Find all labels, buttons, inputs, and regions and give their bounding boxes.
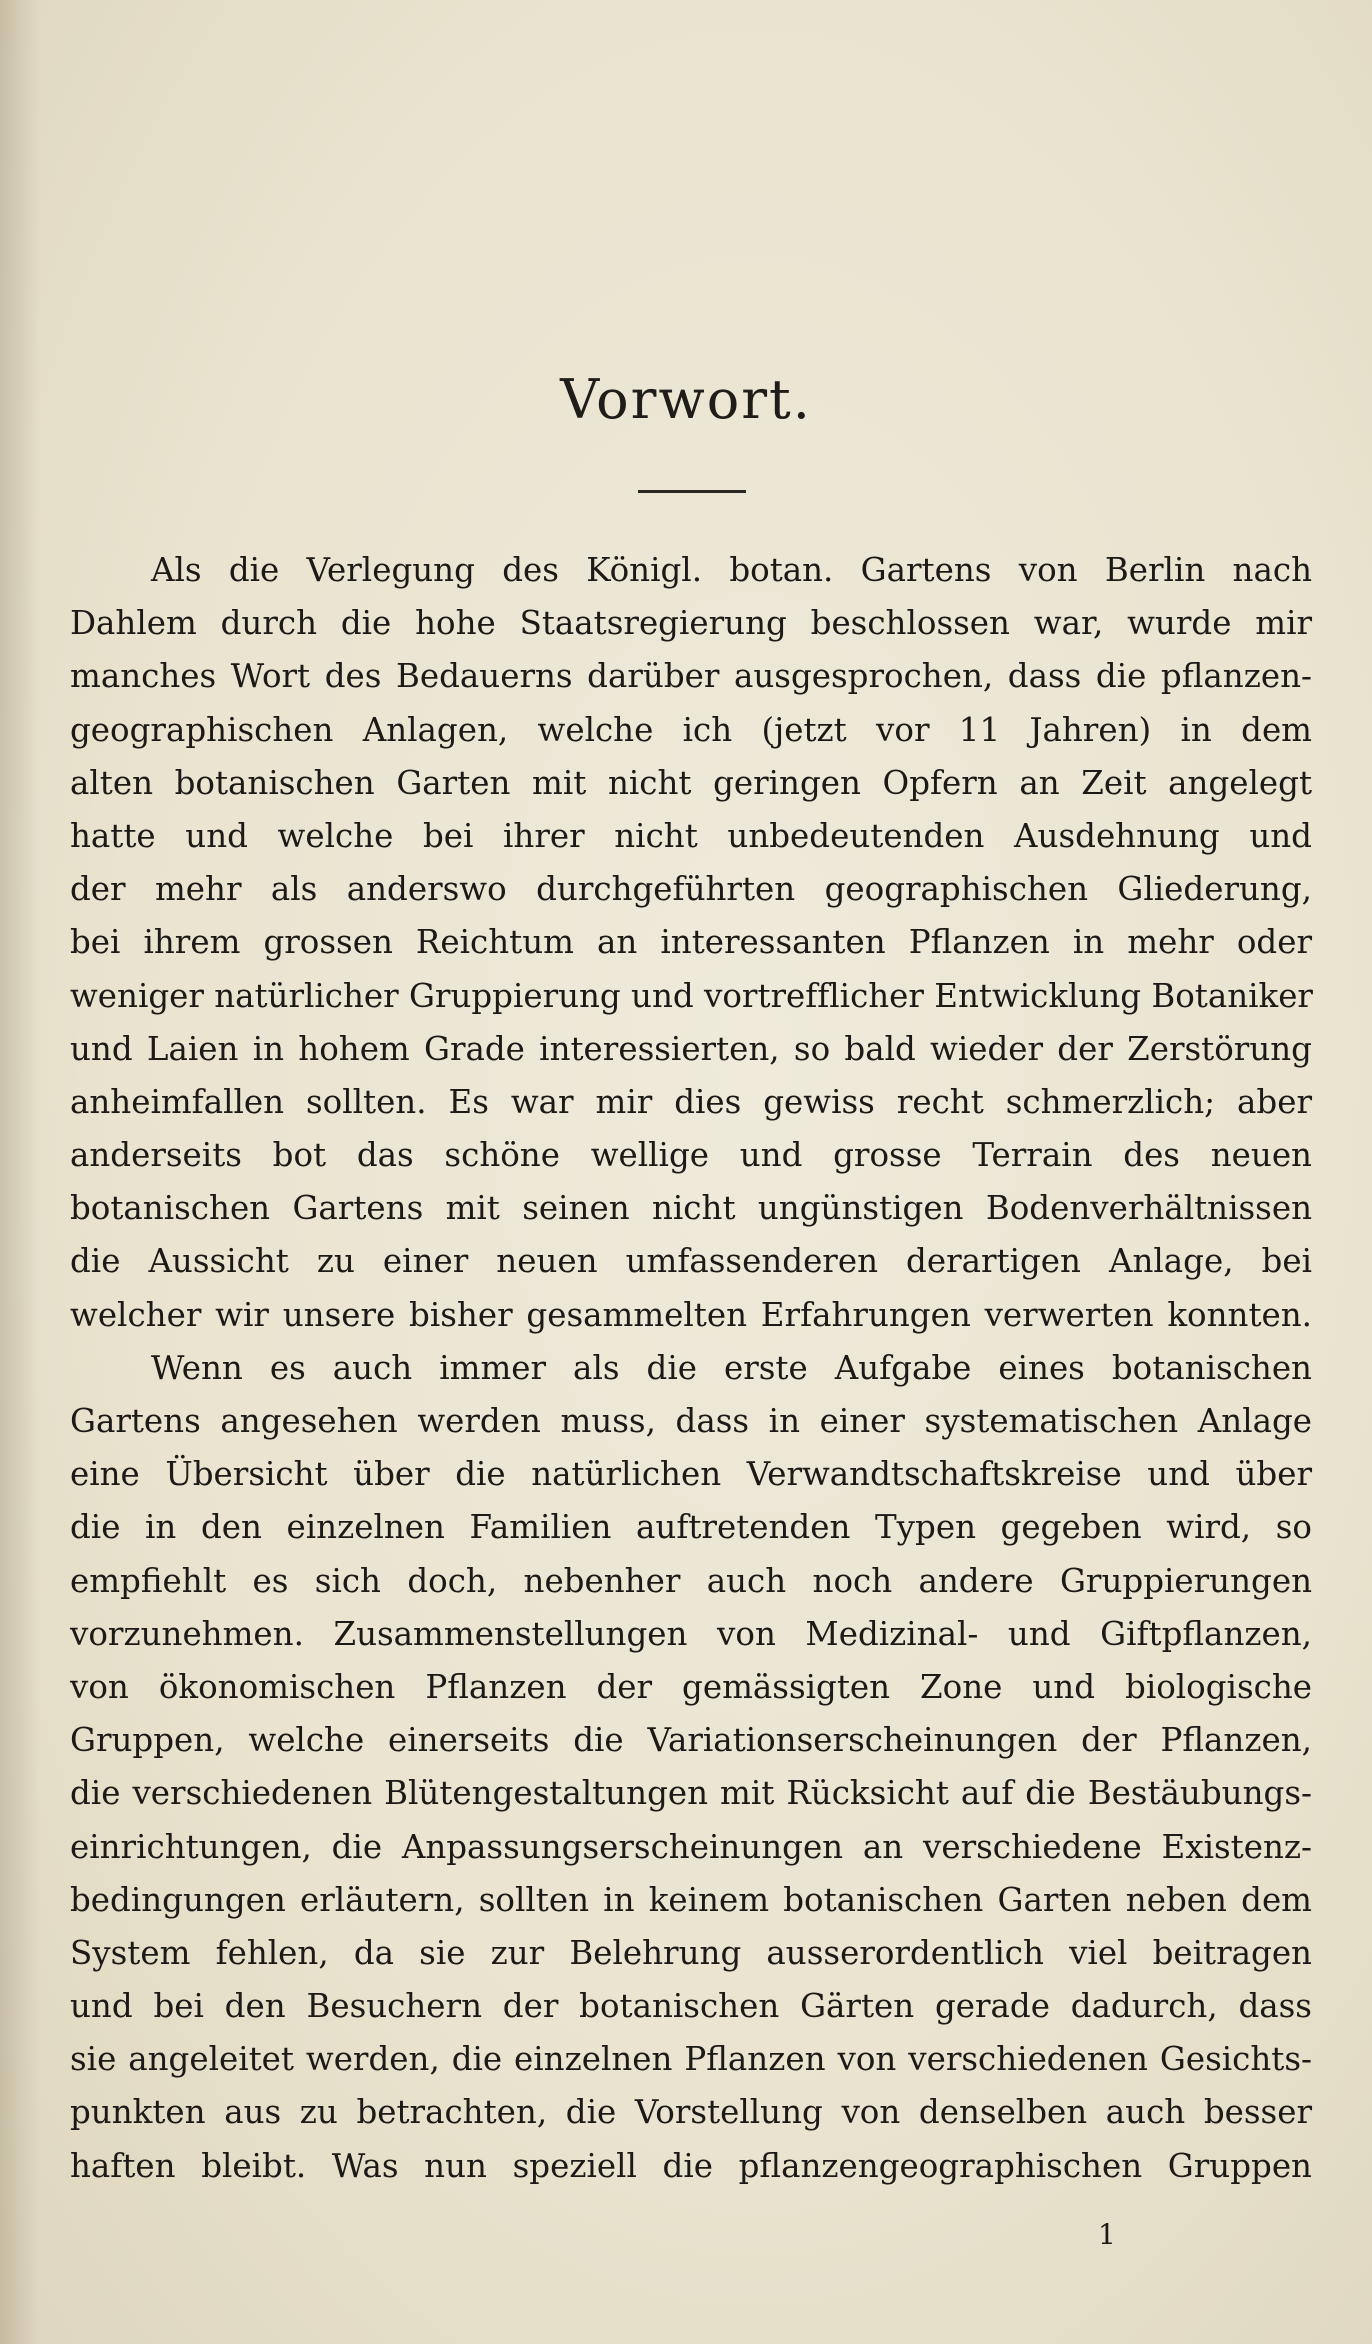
text-line: punkten aus zu betrachten, die Vorstellung von denselben auch besser <box>70 2093 1312 2132</box>
text-line: Als die Verlegung des Königl. botan. Gartens von Berlin nach <box>151 551 1312 589</box>
text-line: anheimfallen sollten. Es war mir dies gewiss recht schmerzlich; aber <box>70 1082 1312 1121</box>
text-line: Wenn es auch immer als die erste Aufgabe eines botanischen <box>151 1348 1312 1387</box>
text-line: der mehr als anderswo durchgeführten geographischen Gliederung, <box>70 870 1312 909</box>
text-line: Gruppen, welche einerseits die Variationserscheinungen der Pflanzen, <box>70 1721 1312 1760</box>
page-title: Vorwort. <box>560 368 812 431</box>
text-line: Dahlem durch die hohe Staatsregierung beschlossen war, wurde mir <box>70 604 1312 643</box>
text-line: System fehlen, da sie zur Belehrung ausserordentlich viel beitragen <box>70 1933 1312 1972</box>
text-line: einrichtungen, die Anpassungserscheinungen an verschiedene Existenz- <box>70 1827 1312 1866</box>
text-line: die in den einzelnen Familien auftretenden Typen gegeben wird, so <box>70 1508 1312 1547</box>
text-line: Gartens angesehen werden muss, dass in einer systematischen Anlage <box>70 1402 1312 1440</box>
text-line: empfiehlt es sich doch, nebenher auch noch andere Gruppierungen <box>70 1561 1312 1600</box>
body-text <box>70 544 1312 2193</box>
text-line: botanischen Gartens mit seinen nicht ungünstigen Bodenverhältnissen <box>70 1189 1312 1228</box>
text-line: bedingungen erläutern, sollten in keinem botanischen Garten neben dem <box>70 1880 1312 1919</box>
text-line: alten botanischen Garten mit nicht geringen Opfern an Zeit angelegt <box>70 763 1312 802</box>
text-line: vorzunehmen. Zusammenstellungen von Medizinal- und Giftpflanzen, <box>70 1614 1312 1653</box>
page-number: 1 <box>1098 2218 1116 2251</box>
text-line: hatte und welche bei ihrer nicht unbedeutenden Ausdehnung und <box>70 816 1312 855</box>
text-line: manches Wort des Bedauerns darüber ausgesprochen, dass die pflanzen- <box>70 657 1312 696</box>
text-line: welcher wir unsere bisher gesammelten Erfahrungen verwerten konnten. <box>70 1295 1312 1334</box>
text-line: die Aussicht zu einer neuen umfassenderen derartigen Anlage, bei <box>70 1242 1312 1281</box>
text-line: anderseits bot das schöne wellige und grosse Terrain des neuen <box>70 1136 1312 1175</box>
page-gutter-shadow <box>0 0 40 2344</box>
text-line: sie angeleitet werden, die einzelnen Pflanzen von verschiedenen Gesichts- <box>70 2040 1312 2079</box>
text-line: von ökonomischen Pflanzen der gemässigten Zone und biologische <box>70 1667 1312 1706</box>
text-line: weniger natürlicher Gruppierung und vortrefflicher Entwicklung Botaniker <box>70 976 1313 1015</box>
text-line: eine Übersicht über die natürlichen Verwandtschaftskreise und über <box>70 1455 1312 1494</box>
text-line: haften bleibt. Was nun speziell die pflanzengeographischen Gruppen <box>70 2146 1312 2185</box>
text-line: und Laien in hohem Grade interessierten, so bald wieder der Zerstörung <box>70 1029 1312 1068</box>
text-line: die verschiedenen Blütengestaltungen mit Rücksicht auf die Bestäubungs- <box>70 1774 1312 1813</box>
title-rule <box>638 490 746 493</box>
text-line: geographischen Anlagen, welche ich (jetzt vor 11 Jahren) in dem <box>70 710 1312 749</box>
text-line: und bei den Besuchern der botanischen Gärten gerade dadurch, dass <box>70 1987 1312 2026</box>
text-line: bei ihrem grossen Reichtum an interessanten Pflanzen in mehr oder <box>70 923 1312 962</box>
